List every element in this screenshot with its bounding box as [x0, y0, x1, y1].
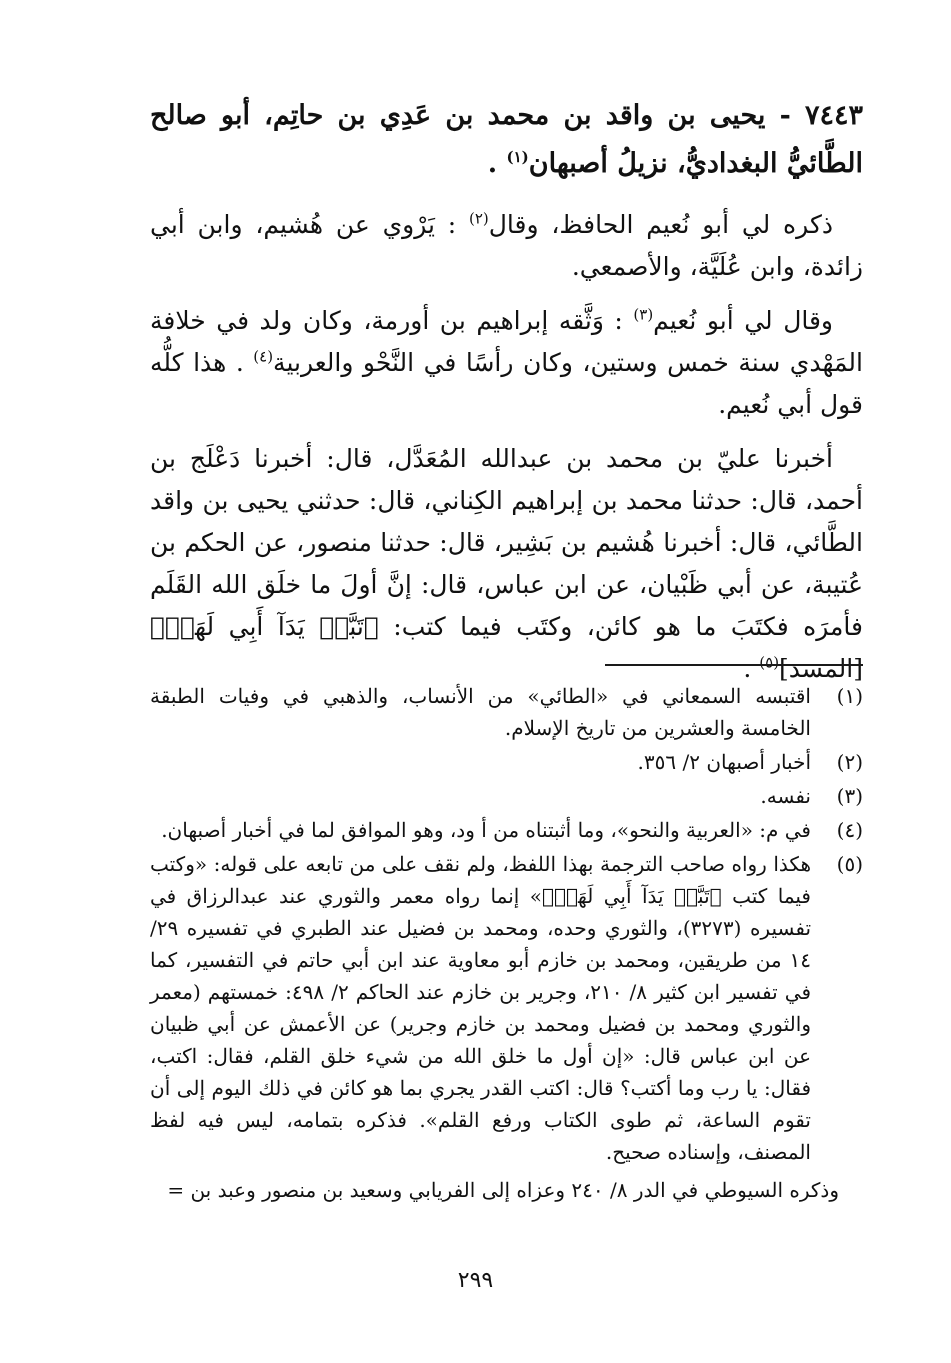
footnote-text: هكذا رواه صاحب الترجمة بهذا اللفظ، ولم نقف على من تابعه على قوله: «وكتب فيما كتب ﴿تَبَّتۡ يَدَآ أَبِي لَهَبٖ﴾» إنما رواه معمر والثوري عند عبدالرزاق في تفسيره (٣٢٧٣)، والثوري وحده، ومحمد بن فضيل عند الطبري في تفسيره ٢٩/ ١٤ من طريقين، ومحمد بن خازم أبو معاوية عند ابن أبي حاتم في التفسير، كما في تفسير ابن كثير ٨/ ٢١٠، وجرير بن خازم عند الحاكم ٢/ ٤٩٨: خمستهم (معمر والثوري ومحمد بن فضيل ومحمد بن خازم وجرير) عن الأعمش عن أبي ظبيان عن ابن عباس قال: «إن أول ما خلق الله من شيء خلق القلم، فقال: اكتب، فقال: يا رب وما أكتب؟ قال: اكتب القدر يجري بما هو كائن في ذلك اليوم إلى أن تقوم الساعة، ثم طوى الكتاب ورفع القلم». فذكره بتمامه، ليس فيه لفظ المصنف، وإسناده صحيح. [150, 852, 812, 1164]
paragraph-isnad [150, 438, 863, 690]
paragraph-text: وقال لي أبو نُعيم [653, 306, 833, 335]
footnote-item [150, 814, 863, 846]
footnote-number: (٥) [836, 852, 863, 876]
footnote-text: اقتبسه السمعاني في «الطائي» من الأنساب، والذهبي في وفيات الطبقة الخامسة والعشرين من تاريخ الإسلام. [150, 684, 811, 740]
page-number: ٢٩٩ [457, 1268, 494, 1293]
paragraph-text: . هذا كلُّه قول أبي نُعيم. [150, 348, 863, 419]
paragraph-text: أخبرنا عليّ بن محمد بن عبدالله المُعَدَّل، قال: أخبرنا دَعْلَج بن أحمد، قال: حدثنا محمد بن إبراهيم الكِناني، قال: حدثني يحيى بن واقد الطَّائي، قال: أخبرنا هُشيم بن بَشِير، قال: حدثنا منصور، عن الحكم بن عُتيبة، عن أبي ظَبْيان، عن ابن عباس، قال: إنَّ أولَ ما خلَق الله القَلَم فأمرَه فكتَبَ ما هو كائن، وكتَب فيما كتب: ﴿تَبَّتۡ يَدَآ أَبِي لَهَبٖ﴾ [المسد] [150, 444, 863, 683]
footnote-item [150, 746, 863, 778]
footnote-item [150, 780, 863, 812]
footnote-number: (٤) [836, 818, 863, 842]
footnote-item [150, 848, 863, 1168]
footnote-number: (١) [836, 684, 863, 708]
footnote-item [150, 680, 863, 744]
footnote-number: (٢) [836, 750, 863, 774]
entry-heading-end: . [487, 148, 507, 179]
footnote-text: في م: «العربية والنحو»، وما أثبتناه من أ ود، وهو الموافق لما في أخبار أصبهان. [161, 818, 811, 842]
footnote-ref: (٤) [253, 347, 274, 366]
footnote-continuation: وذكره السيوطي في الدر ٨/ ٢٤٠ وعزاه إلى الفريابي وسعيد بن منصور وعبد بن = [167, 1178, 839, 1202]
footnotes [150, 680, 863, 1206]
entry-heading [150, 92, 863, 188]
footnote-number: (٣) [836, 784, 863, 808]
paragraph-narration [150, 204, 863, 288]
footnote-ref: (١) [506, 148, 529, 166]
paragraph-text: : وَثَّقه إبراهيم بن أورمة، وكان ولد في خلافة المَهْدي سنة خمس وستين، وكان رأسًا في النَّحْو والعربية [150, 306, 863, 377]
footnote-text: نفسه. [760, 784, 811, 808]
entry-heading-text: ٧٤٤٣ - يحيى بن واقد بن محمد بن عَدِي بن حاتِم، أبو صالح الطَّائيُّ البغداديُّ، نزيلُ أصبهان [150, 100, 863, 179]
main-text [150, 92, 863, 690]
footnote-text: أخبار أصبهان ٢/ ٣٥٦. [637, 750, 811, 774]
paragraph-text: . [743, 654, 760, 683]
paragraph-text: : يَرْوي عن هُشيم، وابن أبي زائدة، وابن عُلَيَّة، والأصمعي. [150, 210, 863, 281]
footnote-ref: (٢) [468, 209, 489, 228]
footnote-divider [605, 664, 863, 666]
paragraph-tawthiq [150, 300, 863, 426]
footnote-ref: (٥) [759, 653, 780, 672]
footnote-ref: (٣) [633, 305, 654, 324]
paragraph-text: ذكره لي أبو نُعيم الحافظ، وقال [488, 210, 833, 239]
